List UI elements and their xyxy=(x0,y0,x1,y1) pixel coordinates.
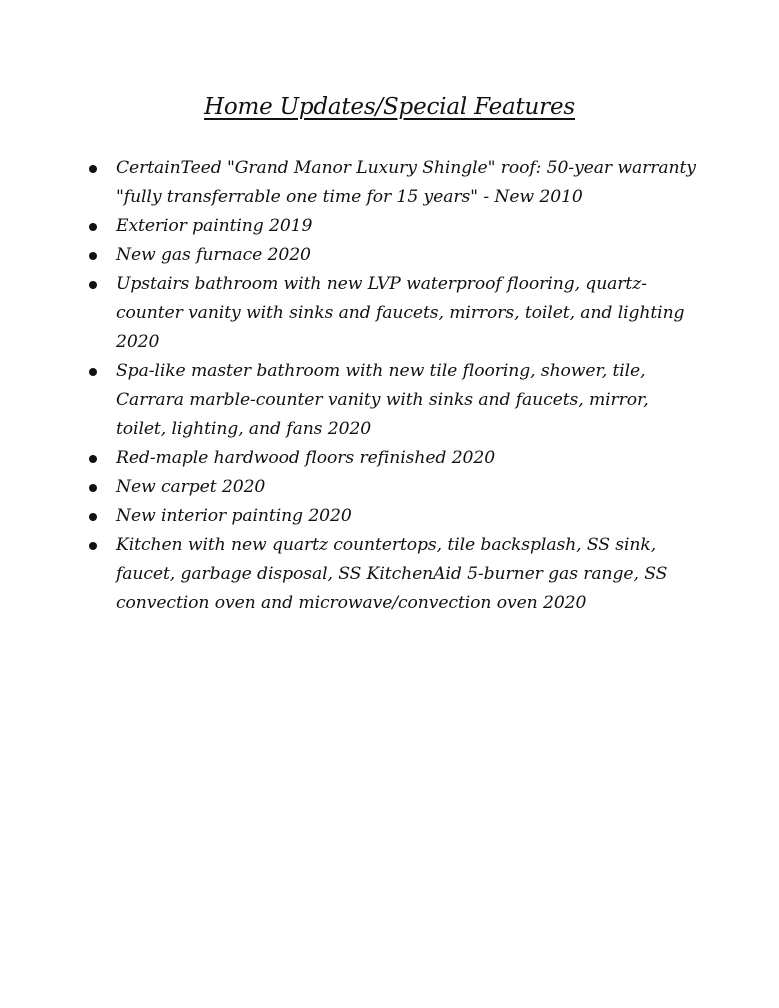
list-item-text: New gas furnace 2020 xyxy=(116,245,311,265)
list-item-text: New interior painting 2020 xyxy=(116,506,352,526)
list-item-text: Kitchen with new quartz countertops, tile backsplash, SS sink, faucet, garbage disposal, SS KitchenAid 5-burner gas range, SS convection oven and microwave/convection oven 2020 xyxy=(116,535,668,613)
list-item-text: Spa-like master bathroom with new tile flooring, shower, tile, Carrara marble-counter vanity with sinks and faucets, mirror, toilet, lighting, and fans 2020 xyxy=(116,361,649,439)
list-item-text: Upstairs bathroom with new LVP waterproof flooring, quartz-counter vanity with sinks and faucets, mirrors, toilet, and lighting 2020 xyxy=(116,274,685,352)
bullet-icon xyxy=(89,252,97,260)
list-item xyxy=(88,357,698,444)
list-item-text: Exterior painting 2019 xyxy=(116,216,313,236)
bullet-icon xyxy=(89,165,97,173)
bullet-icon xyxy=(89,542,97,550)
list-item xyxy=(88,531,698,618)
list-item xyxy=(88,154,698,212)
list-item xyxy=(88,270,698,357)
list-item xyxy=(88,241,698,270)
bullet-icon xyxy=(89,484,97,492)
bullet-icon xyxy=(89,281,97,289)
bullet-icon xyxy=(89,513,97,521)
bullet-icon xyxy=(89,455,97,463)
list-item xyxy=(88,212,698,241)
page-title: Home Updates/Special Features xyxy=(204,94,575,120)
list-item xyxy=(88,473,698,502)
list-item-text: New carpet 2020 xyxy=(116,477,266,497)
bullet-icon xyxy=(89,223,97,231)
list-item-text: CertainTeed "Grand Manor Luxury Shingle" roof: 50-year warranty "fully transferrable one time for 15 years" - New 2010 xyxy=(116,158,696,207)
list-item-text: Red-maple hardwood floors refinished 2020 xyxy=(116,448,496,468)
list-item xyxy=(88,444,698,473)
list-item xyxy=(88,502,698,531)
bullet-icon xyxy=(89,368,97,376)
features-list xyxy=(88,154,698,618)
